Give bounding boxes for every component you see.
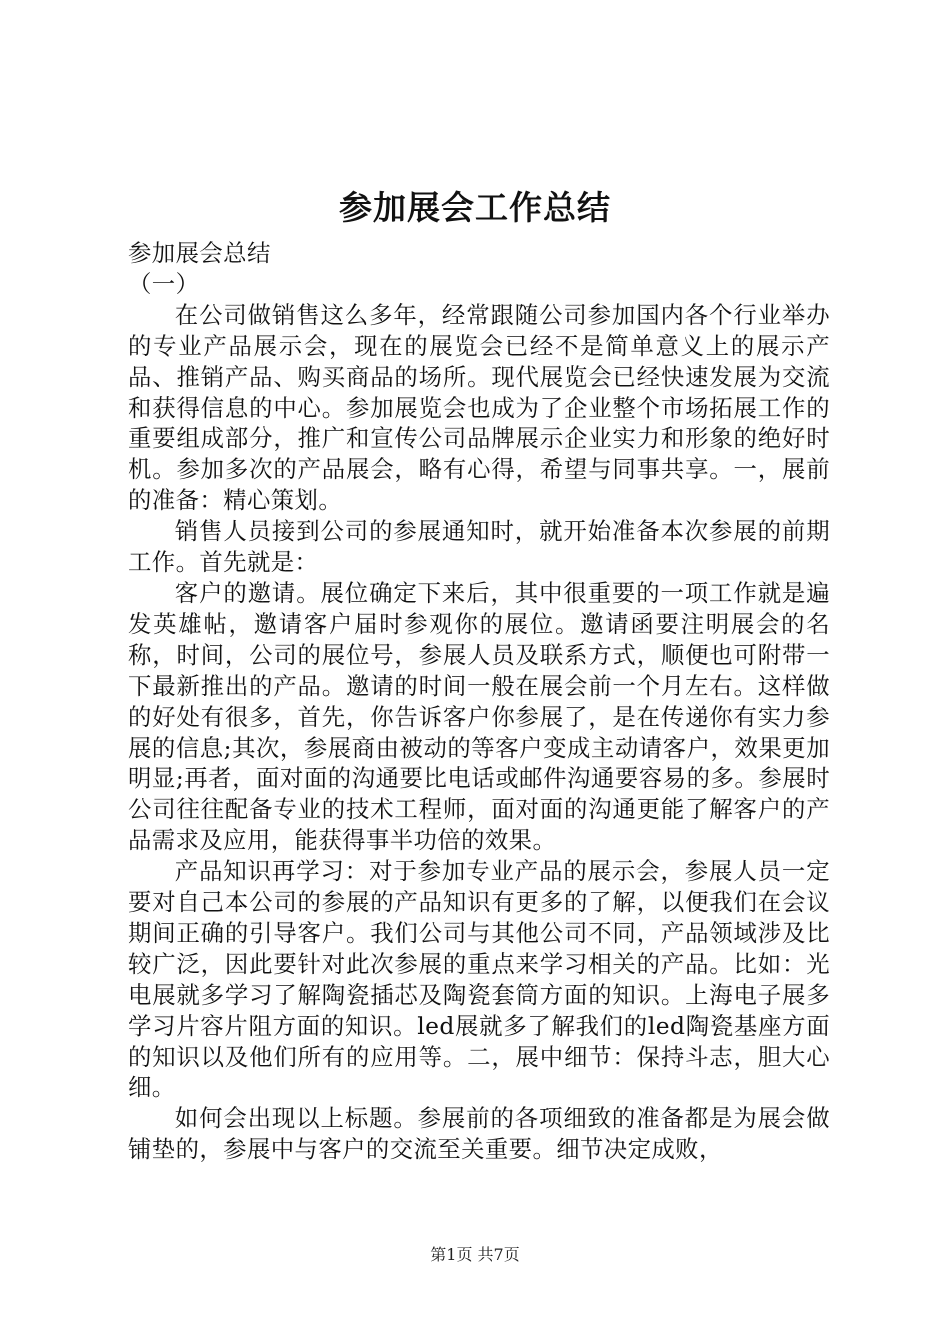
paragraph: 如何会出现以上标题。参展前的各项细致的准备都是为展会做铺垫的，参展中与客户的交流至关重要。细节决定成败，: [128, 1104, 830, 1164]
section-marker: （一）: [128, 269, 200, 298]
paragraph: 客户的邀请。展位确定下来后，其中很重要的一项工作就是遍发英雄帖，邀请客户届时参观你的展位。邀请函要注明展会的名称，时间，公司的展位号，参展人员及联系方式，顺便也可附带一下最新推出的产品。邀请的时间一般在展会前一个月左右。这样做的好处有很多，首先，你告诉客户你参展了，是在传递你有实力参展的信息;其次，参展商由被动的等客户变成主动请客户，效果更加明显;再者，面对面的沟通要比电话或邮件沟通要容易的多。参展时公司往往配备专业的技术工程师，面对面的沟通更能了解客户的产品需求及应用，能获得事半功倍的效果。: [128, 578, 830, 855]
document-title: 参加展会工作总结: [339, 188, 611, 227]
document-body: [128, 238, 830, 1165]
paragraph: 产品知识再学习：对于参加专业产品的展示会，参展人员一定要对自己本公司的参展的产品知识有更多的了解，以便我们在会议期间正确的引导客户。我们公司与其他公司不同，产品领域涉及比较广泛，因此要针对此次参展的重点来学习相关的产品。比如：光电展就多学习了解陶瓷插芯及陶瓷套筒方面的知识。上海电子展多学习片容片阻方面的知识。led展就多了解我们的led陶瓷基座方面的知识以及他们所有的应用等。二，展中细节：保持斗志，胆大心细。: [128, 857, 830, 1102]
paragraph: 在公司做销售这么多年，经常跟随公司参加国内各个行业举办的专业产品展示会，现在的展览会已经不是简单意义上的展示产品、推销产品、购买商品的场所。现代展览会已经快速发展为交流和获得信息的中心。参加展览会也成为了企业整个市场拓展工作的重要组成部分，推广和宣传公司品牌展示企业实力和形象的绝好时机。参加多次的产品展会，略有心得，希望与同事共享。一，展前的准备：精心策划。: [128, 300, 830, 515]
page-number-footer: 第1页 共7页: [430, 1245, 520, 1264]
document-subtitle: 参加展会总结: [128, 239, 271, 267]
paragraph: 销售人员接到公司的参展通知时，就开始准备本次参展的前期工作。首先就是：: [128, 517, 830, 577]
